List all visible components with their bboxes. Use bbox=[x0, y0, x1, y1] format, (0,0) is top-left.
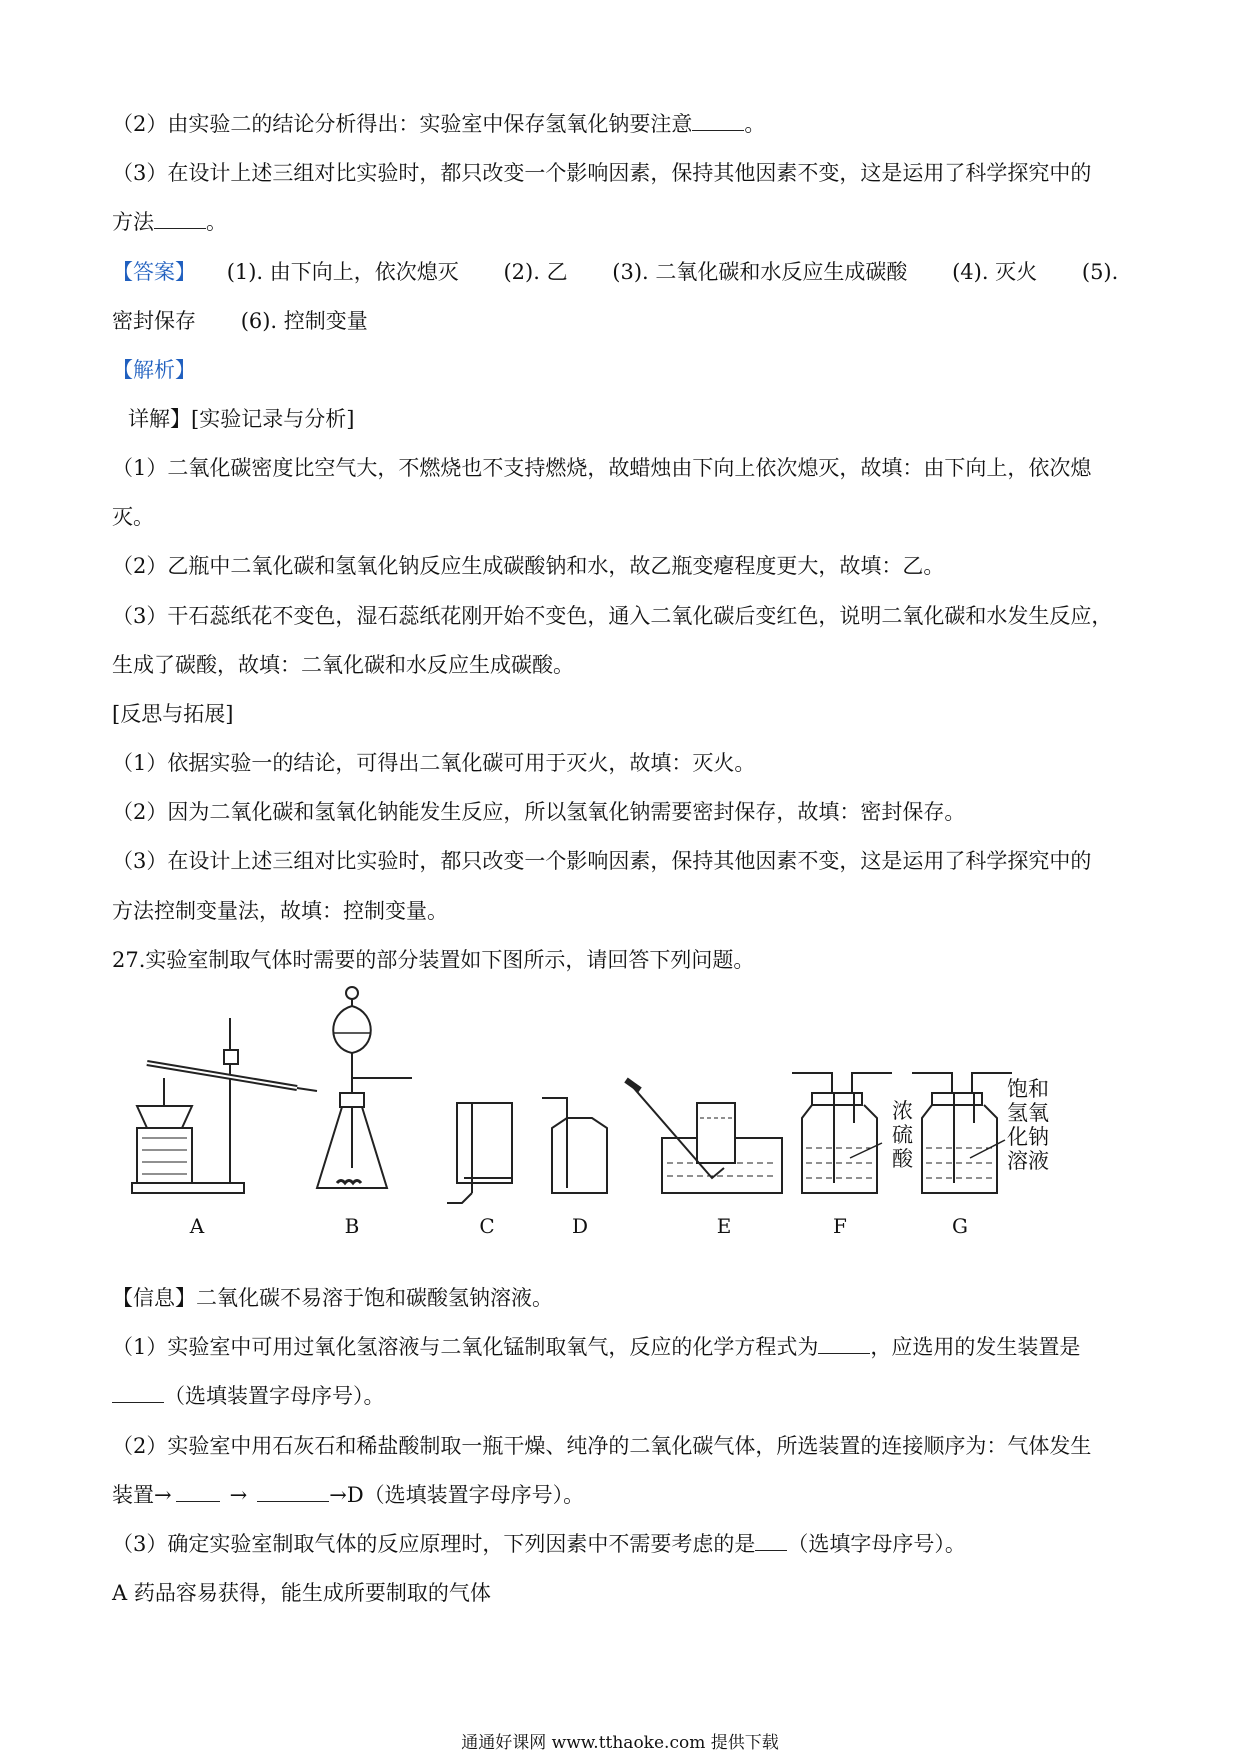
q27-s2-line2: 装置→ → →D（选填装置字母序号）。 bbox=[112, 1483, 585, 1507]
g-note-1: 饱和 bbox=[1007, 1078, 1049, 1101]
f-note-1: 浓 bbox=[892, 1100, 913, 1123]
answer-blank[interactable] bbox=[818, 1335, 870, 1354]
answer-item: (2). 乙 bbox=[503, 260, 568, 284]
apparatus-e bbox=[626, 1080, 782, 1193]
apparatus-d bbox=[542, 1098, 607, 1193]
apparatus-f bbox=[792, 1073, 892, 1193]
answer-item: (1). 由下向上，依次熄灭 bbox=[226, 260, 459, 284]
answer-blank[interactable] bbox=[755, 1532, 787, 1551]
apparatus-figure bbox=[112, 978, 1102, 1248]
answer-blank[interactable] bbox=[176, 1483, 220, 1502]
analysis-p3-line2: 生成了碳酸，故填：二氧化碳和水反应生成碳酸。 bbox=[112, 653, 574, 677]
answer-blank[interactable] bbox=[257, 1483, 329, 1502]
answer-item: (6). 控制变量 bbox=[240, 309, 368, 333]
label-a: A bbox=[189, 1214, 205, 1238]
q27-option-a: A 药品容易获得，能生成所要制取的气体 bbox=[112, 1581, 491, 1605]
reflect-r3-line1: （3）在设计上述三组对比实验时，都只改变一个影响因素，保持其他因素不变，这是运用了科学探究中的 bbox=[112, 849, 1092, 873]
analysis-p1-line1: （1）二氧化碳密度比空气大，不燃烧也不支持燃烧，故蜡烛由下向上依次熄灭，故填：由下向上，依次熄 bbox=[112, 456, 1092, 480]
analysis-p2: （2）乙瓶中二氧化碳和氢氧化钠反应生成碳酸钠和水，故乙瓶变瘪程度更大，故填：乙。 bbox=[112, 554, 945, 578]
answer-line2: 密封保存 (6). 控制变量 bbox=[112, 309, 368, 333]
q27-info: 【信息】二氧化碳不易溶于饱和碳酸氢钠溶液。 bbox=[112, 1286, 553, 1310]
g-note-3: 化钠 bbox=[1007, 1126, 1049, 1149]
answer-line1 bbox=[112, 256, 1118, 286]
analysis-p3-line1: （3）干石蕊纸花不变色，湿石蕊纸花刚开始不变色，通入二氧化碳后变红色，说明二氧化碳和水发生反应， bbox=[112, 604, 1113, 628]
reflect-r2: （2）因为二氧化碳和氢氧化钠能发生反应，所以氢氧化钠需要密封保存，故填：密封保存。 bbox=[112, 800, 966, 824]
answer-blank[interactable] bbox=[692, 112, 744, 131]
q26-sub2: （2）由实验二的结论分析得出：实验室中保存氢氧化钠要注意 。 bbox=[112, 112, 766, 136]
analysis-p1-line2: 灭。 bbox=[112, 505, 154, 529]
label-e: E bbox=[716, 1214, 732, 1238]
label-c: C bbox=[479, 1214, 495, 1238]
label-b: B bbox=[344, 1214, 360, 1238]
label-g: G bbox=[952, 1214, 968, 1238]
apparatus-b bbox=[317, 987, 412, 1188]
analysis-label: 【解析】 bbox=[112, 358, 196, 382]
q27-s1-line1: （1）实验室中可用过氧化氢溶液与二氧化锰制取氧气，反应的化学方程式为 ，应选用的发生装置是 bbox=[112, 1335, 1081, 1359]
q27-stem: 27.实验室制取气体时需要的部分装置如下图所示，请回答下列问题。 bbox=[112, 948, 755, 972]
reflect-r3-line2: 方法控制变量法，故填：控制变量。 bbox=[112, 899, 448, 923]
apparatus-g bbox=[912, 1073, 1012, 1193]
answer-item: (5). bbox=[1081, 260, 1119, 284]
q27-s2-line1: （2）实验室中用石灰石和稀盐酸制取一瓶干燥、纯净的二氧化碳气体，所选装置的连接顺序为：气体发生 bbox=[112, 1434, 1092, 1458]
answer-item: (4). 灭火 bbox=[952, 260, 1038, 284]
q26-sub3-line1: （3）在设计上述三组对比实验时，都只改变一个影响因素，保持其他因素不变，这是运用了科学探究中的 bbox=[112, 161, 1092, 185]
answer-blank[interactable] bbox=[154, 210, 206, 229]
answer-blank[interactable] bbox=[112, 1384, 164, 1403]
answer-item: (3). 二氧化碳和水反应生成碳酸 bbox=[612, 260, 908, 284]
answer-label: 【答案】 bbox=[112, 260, 196, 284]
q27-s1-line2: （选填装置字母序号）。 bbox=[112, 1380, 385, 1410]
label-f: F bbox=[833, 1214, 847, 1238]
reflect-head: [反思与拓展] bbox=[112, 702, 234, 726]
label-d: D bbox=[571, 1214, 589, 1238]
apparatus-c bbox=[447, 1103, 512, 1203]
f-note-3: 酸 bbox=[892, 1148, 913, 1171]
g-note-2: 氢氧 bbox=[1007, 1102, 1049, 1125]
apparatus-a bbox=[132, 1018, 317, 1193]
g-note-4: 溶液 bbox=[1007, 1150, 1049, 1173]
q27-s3: （3）确定实验室制取气体的反应原理时，下列因素中不需要考虑的是 （选填字母序号）。 bbox=[112, 1532, 966, 1556]
f-note-2: 硫 bbox=[892, 1124, 913, 1147]
q26-sub3-line2: 方法 。 bbox=[112, 210, 227, 234]
page-footer: 通通好课网 www.tthaoke.com 提供下载 bbox=[461, 1733, 779, 1753]
analysis-detail-head: 详解】[实验记录与分析] bbox=[128, 407, 355, 431]
reflect-r1: （1）依据实验一的结论，可得出二氧化碳可用于灭火，故填：灭火。 bbox=[112, 751, 756, 775]
